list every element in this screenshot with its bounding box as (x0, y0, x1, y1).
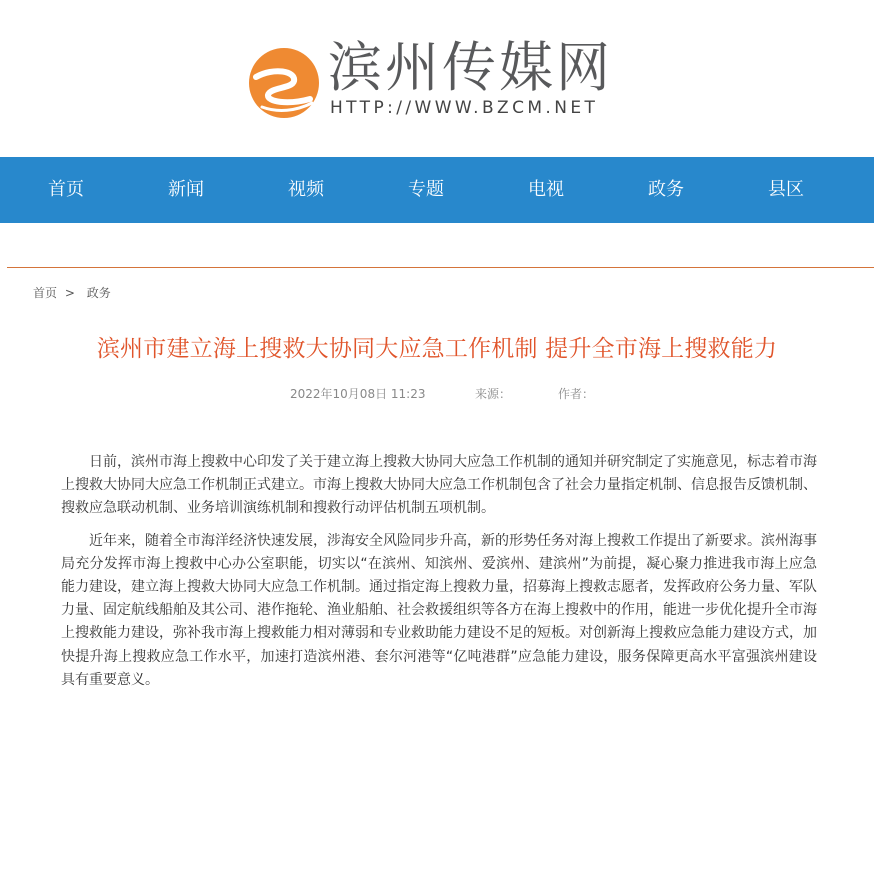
nav-item-home[interactable]: 首页 (48, 179, 84, 200)
breadcrumb (33, 284, 111, 301)
article-paragraph: 近年来，随着全市海洋经济快速发展，涉海安全风险同步升高，新的形势任务对海上搜救工作提出了新要求。滨州海事局充分发挥市海上搜救中心办公室职能，切实以“在滨州、知滨州、爱滨州、建滨州”为前提，凝心聚力推进我市海上应急能力建设，建立海上搜救大协同大应急工作机制。通过指定海上搜救力量，招募海上搜救志愿者，发挥政府公务力量、军队力量、固定航线船舶及其公司、港作拖轮、渔业船舶、社会救援组织等各方在海上搜救中的作用，能进一步优化提升全市海上搜救能力建设，弥补我市海上搜救能力相对薄弱和专业救助能力建设不足的短板。对创新海上搜救应急能力建设方式，加快提升海上搜救应急工作水平，加速打造滨州港、套尔河港等“亿吨港群”应急能力建设，服务保障更高水平富强滨州建设具有重要意义。 (61, 532, 817, 688)
site-header (0, 0, 874, 157)
nav-item-video[interactable]: 视频 (288, 179, 324, 200)
logo-icon[interactable] (248, 47, 320, 119)
site-logo-title[interactable]: 滨州传媒网 (328, 36, 613, 99)
article-date: 2022年10月08日 11:23 (290, 387, 426, 401)
nav-item-government[interactable]: 政务 (648, 179, 684, 200)
main-nav (0, 157, 874, 223)
breadcrumb-separator: > (64, 286, 75, 300)
article-author-label: 作者： (558, 387, 595, 401)
breadcrumb-current-link[interactable]: 政务 (86, 286, 111, 300)
nav-item-topics[interactable]: 专题 (408, 179, 444, 200)
article-source-label: 来源： (475, 387, 512, 401)
header-divider (7, 267, 874, 268)
nav-item-news[interactable]: 新闻 (168, 179, 204, 200)
breadcrumb-home-link[interactable]: 首页 (33, 286, 58, 300)
article-body (61, 451, 817, 701)
nav-item-counties[interactable]: 县区 (768, 179, 804, 200)
article-paragraph: 日前，滨州市海上搜救中心印发了关于建立海上搜救大协同大应急工作机制的通知并研究制定了实施意见，标志着市海上搜救大协同大应急工作机制正式建立。市海上搜救大协同大应急工作机制包含了社会力量指定机制、信息报告反馈机制、搜救应急联动机制、业务培训演练机制和搜救行动评估机制五项机制。 (61, 454, 817, 517)
site-logo-url: HTTP://WWW.BZCM.NET (330, 98, 599, 118)
nav-item-tv[interactable]: 电视 (528, 179, 564, 200)
article-title: 滨州市建立海上搜救大协同大应急工作机制 提升全市海上搜救能力 (96, 336, 778, 362)
